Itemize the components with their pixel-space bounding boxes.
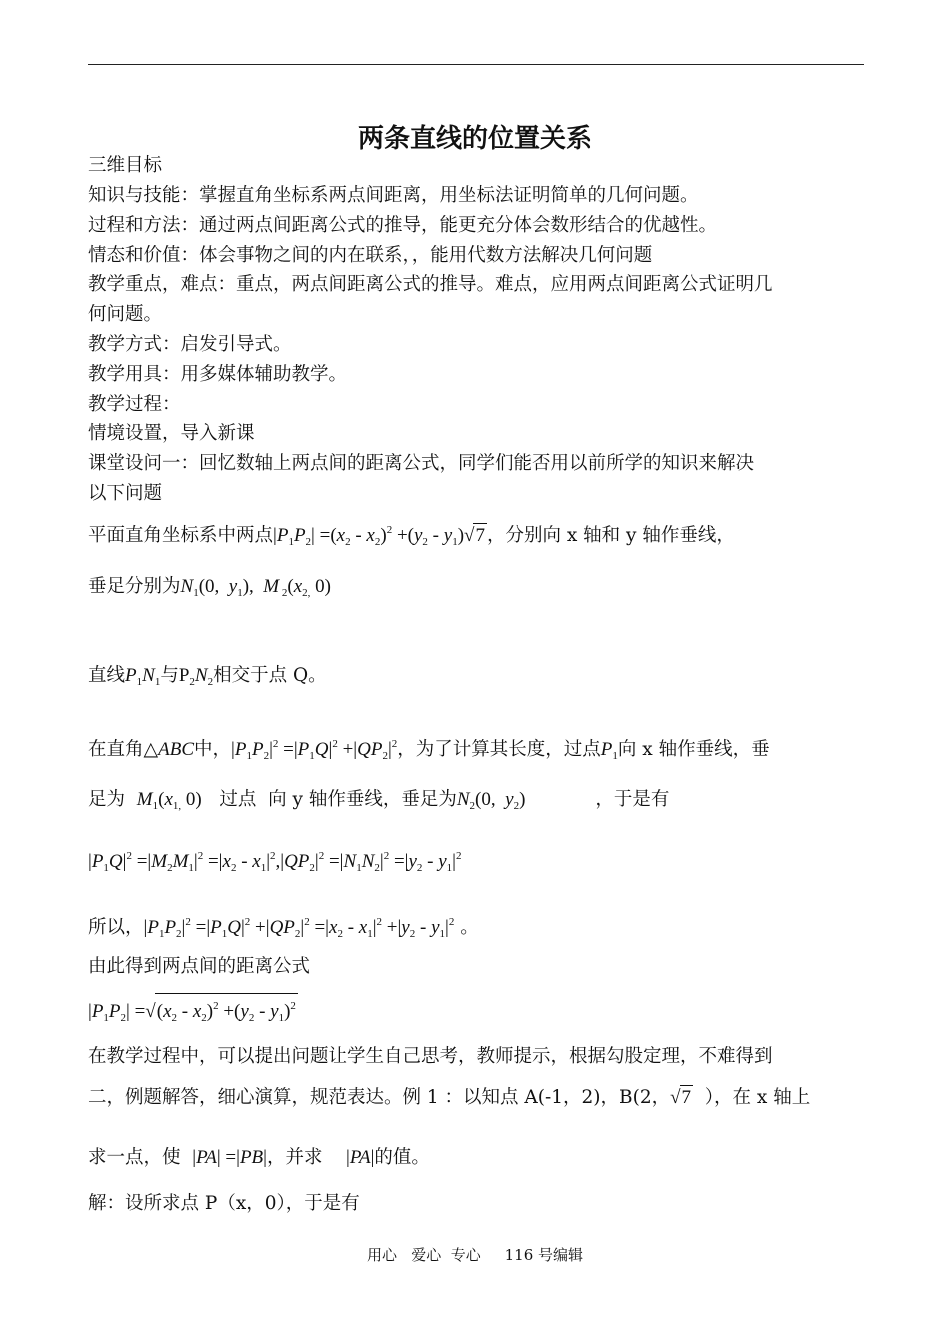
text-line: 在直角△ABC中，$|P_1P_2|^2 =|P_1Q|^2 +|QP_2|^2$，为了计算其长度，过点$P_1$向 x 轴作垂线，垂 bbox=[88, 738, 770, 762]
text-line bbox=[88, 844, 461, 880]
text-line: 二，例题解答，细心演算，规范表达。例 1 ：以知点 A(-1，2)，B(2，√7 ），在 x 轴上 bbox=[88, 1087, 811, 1108]
formula: $|P_1P_2|^2 =|P_1Q|^2 +|QP_2|^2 =|x_2 - x_1|^2 +|y_2 - y_1|^2$ bbox=[143, 916, 455, 940]
formula: $|P_1Q|^2 =|M_2M_1|^2 =|x_2 - x_1|^2,|QP_2|^2 =|N_1N_2|^2 =|y_2 - y_1|^2$ bbox=[88, 850, 462, 874]
text-line: 求一点，使 |PA| =|PB|，并求 |PA|的值。 bbox=[88, 1147, 430, 1168]
text-line: 解：设所求点 P（x，0），于是有 bbox=[88, 1193, 360, 1214]
formula: $P_2N_2$ bbox=[178, 665, 214, 688]
text-line: 垂足分别为$N_1(0$, $y_1$), M $_2(x_{2,}$ 0) bbox=[88, 576, 331, 599]
text-line: 教学重点，难点：重点，两点间距离公式的推导。难点，应用两点间距离公式证明几 bbox=[88, 274, 773, 295]
text-line: 过程和方法：通过两点间距离公式的推导，能更充分体会数形结合的优越性。 bbox=[88, 215, 718, 236]
formula: |PA| =|PB| bbox=[192, 1147, 267, 1168]
text-line: 足为 $M_1(x_{1,}$ 0) 过点 向 y 轴作垂线，垂足为$N_2(0$, $y_2$) ，于是有 bbox=[88, 789, 670, 812]
text-line: 以下问题 bbox=[88, 483, 163, 504]
text-line: 教学方式：启发引导式。 bbox=[88, 334, 292, 355]
formula: $N_1(0$, $y_1$), M $_2(x_{2,}$ 0) bbox=[180, 576, 331, 599]
text-line: 课堂设问一：回忆数轴上两点间的距离公式，同学们能否用以前所学的知识来解决 bbox=[88, 453, 755, 474]
formula: $M_1(x_{1,}$ 0) bbox=[136, 789, 202, 812]
formula: $P_1$ bbox=[600, 739, 618, 762]
page-title: 两条直线的位置关系 bbox=[357, 124, 592, 154]
text-line: 平面直角坐标系中两点$|P_1P_2| =(x_2 - x_2)^2 +(y_2 - y_1)√7$ ，分别向 x 轴和 y 轴作垂线， bbox=[88, 524, 735, 548]
text-line: 由此得到两点间的距离公式 bbox=[88, 956, 311, 977]
text-line bbox=[88, 993, 298, 1030]
formula: $|P_1P_2|^2 =|P_1Q|^2 +|QP_2|^2$ bbox=[231, 738, 398, 762]
formula: $N_2(0$, $y_2$) bbox=[456, 789, 526, 812]
text-line: 教学过程： bbox=[88, 394, 181, 415]
page-footer: 用心 爱心 专心 116 号编辑 bbox=[366, 1246, 584, 1264]
text-line: 情态和价值：体会事物之间的内在联系，，能用代数方法解决几何问题 bbox=[88, 245, 653, 266]
text-line: 三维目标 bbox=[88, 155, 163, 176]
formula: |PA| bbox=[346, 1147, 375, 1168]
text-line: 所以，$|P_1P_2|^2 =|P_1Q|^2 +|QP_2|^2 =|x_2 - x_1|^2 +|y_2 - y_1|^2$ 。 bbox=[88, 916, 479, 940]
formula: $|P_1P_2| =√(x_2 - x_2)^2 +(y_2 - y_1)^2$ bbox=[88, 1001, 298, 1022]
text-line: 在教学过程中，可以提出问题让学生自己思考，教师提示，根据勾股定理，不难得到 bbox=[88, 1046, 773, 1067]
header-rule bbox=[88, 64, 864, 65]
text-line: 何问题。 bbox=[88, 304, 163, 325]
text-line: 知识与技能：掌握直角坐标系两点间距离，用坐标法证明简单的几何问题。 bbox=[88, 185, 699, 206]
text-line: 教学用具：用多媒体辅助教学。 bbox=[88, 364, 348, 385]
formula: $P_1N_1$ bbox=[125, 665, 161, 688]
formula: √7 bbox=[670, 1087, 692, 1108]
text-line: 情境设置，导入新课 bbox=[88, 423, 255, 444]
formula: $|P_1P_2| =(x_2 - x_2)^2 +(y_2 - y_1)√7$ bbox=[273, 524, 485, 548]
text-line: 直线$P_1N_1$与$P_2N_2$相交于点 Q。 bbox=[88, 665, 327, 688]
formula: △ABC bbox=[143, 739, 195, 760]
